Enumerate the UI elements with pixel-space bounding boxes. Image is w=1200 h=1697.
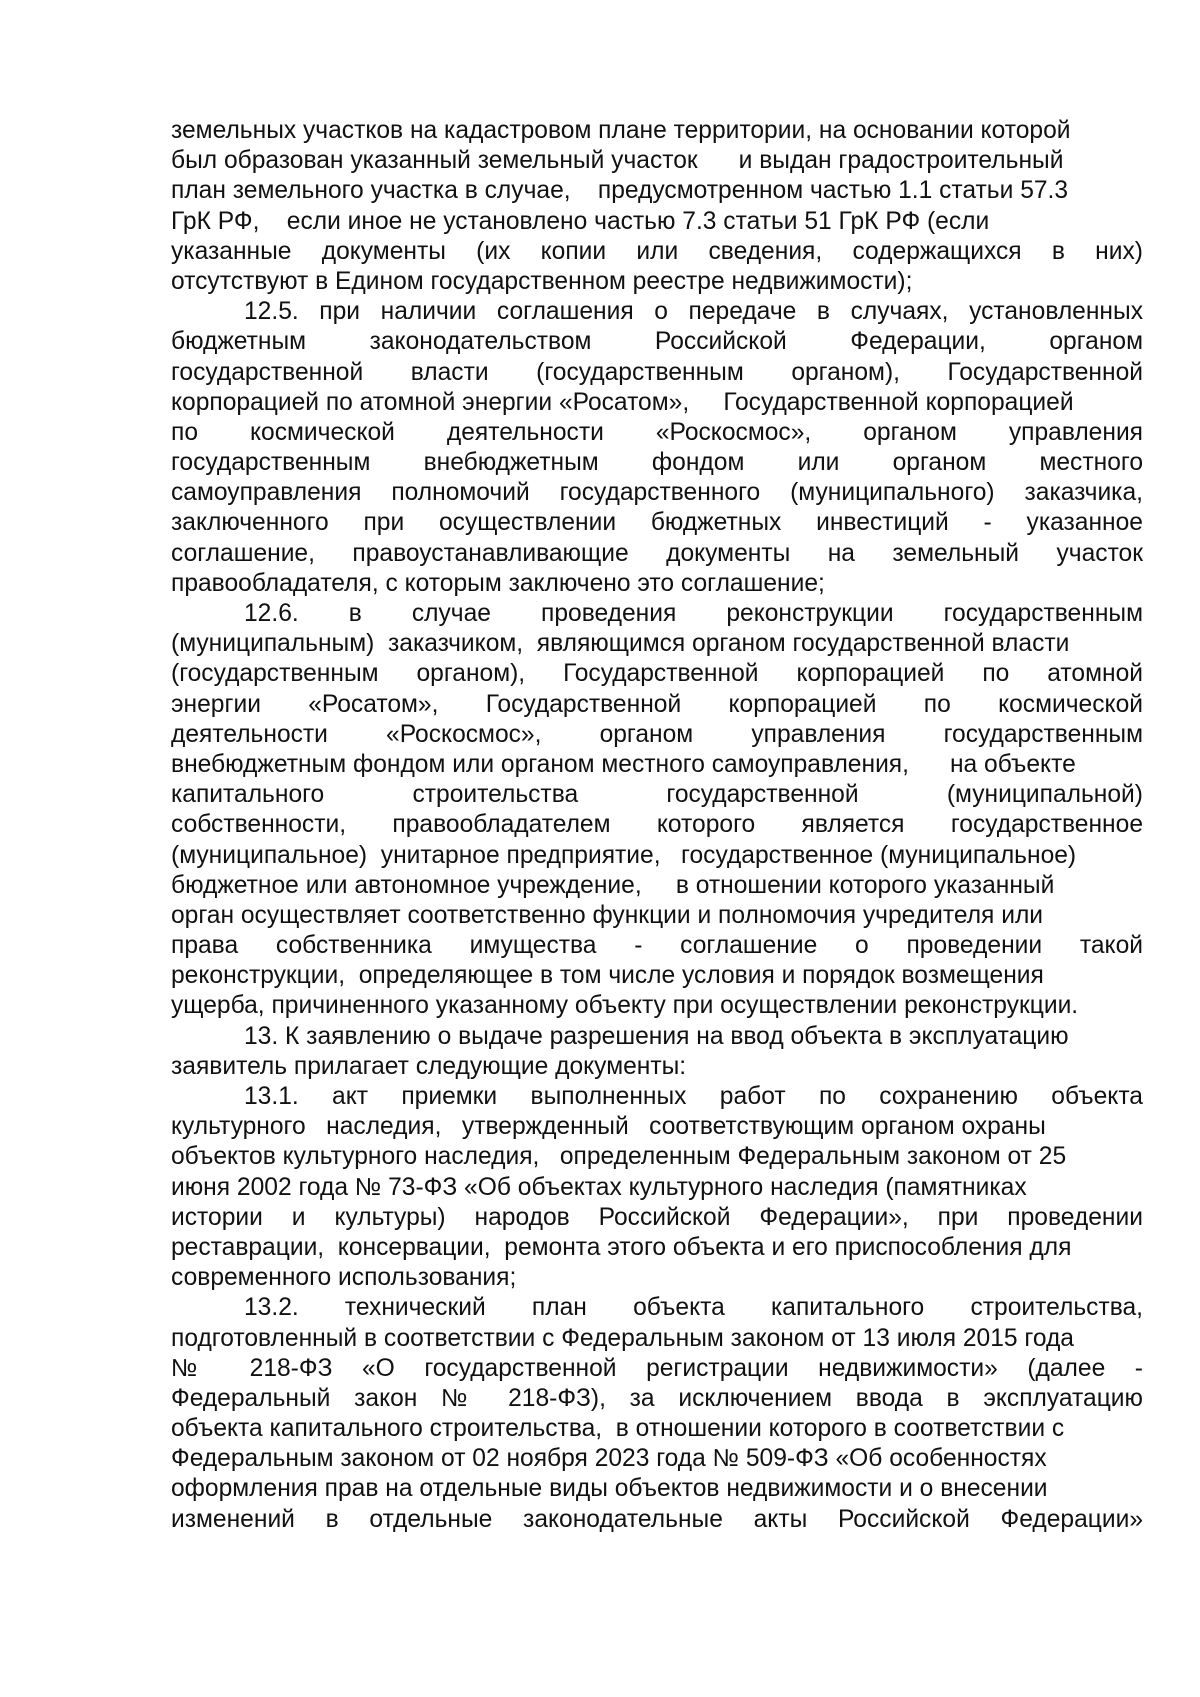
- text-line: оформления прав на отдельные виды объектов недвижимости и о внесении: [171, 1475, 1048, 1503]
- text-line: реставрации, консервации, ремонта этого объекта и его приспособления для: [171, 1233, 1072, 1261]
- text-line: бюджетным законодательством Российской Федерации, органом: [171, 328, 1143, 356]
- text-line: Федеральный закон № 218-ФЗ), за исключением ввода в эксплуатацию: [171, 1384, 1143, 1412]
- text-line: правообладателя, с которым заключено это соглашение;: [171, 569, 825, 597]
- text-line: план земельного участка в случае, предусмотренном частью 1.1 статьи 57.3: [171, 177, 1069, 205]
- text-line: был образован указанный земельный участок и выдан градостроительный: [171, 147, 1064, 175]
- text-line: заявитель прилагает следующие документы:: [171, 1052, 687, 1080]
- text-line: внебюджетным фондом или органом местного самоуправления, на объекте: [171, 750, 1076, 778]
- document-body: [171, 116, 1143, 1535]
- text-line: орган осуществляет соответственно функции и полномочия учредителя или: [171, 901, 1044, 929]
- text-line: капитального строительства государственной (муниципальной): [171, 781, 1143, 809]
- text-line: объекта капитального строительства, в отношении которого в соответствии с: [171, 1415, 1065, 1443]
- text-line: реконструкции, определяющее в том числе условия и порядок возмещения: [171, 962, 1044, 990]
- text-line: отсутствуют в Едином государственном реестре недвижимости);: [171, 267, 913, 295]
- text-line: (муниципальным) заказчиком, являющимся органом государственной власти: [171, 630, 1070, 658]
- text-line: культурного наследия, утвержденный соответствующим органом охраны: [171, 1113, 1046, 1141]
- text-line: ущерба, причиненного указанному объекту при осуществлении реконструкции.: [171, 992, 1079, 1020]
- text-line: земельных участков на кадастровом плане территории, на основании которой: [171, 117, 1071, 144]
- text-line: объектов культурного наследия, определенным Федеральным законом от 25: [171, 1143, 1067, 1171]
- text-line: государственной власти (государственным органом), Государственной: [171, 358, 1143, 386]
- text-line: подготовленный в соответствии с Федеральным законом от 13 июля 2015 года: [171, 1324, 1074, 1352]
- text-line: корпорацией по атомной энергии «Росатом», Государственной корпорацией: [171, 388, 1074, 416]
- text-line: деятельности «Роскосмос», органом управления государственным: [171, 720, 1143, 748]
- text-line: бюджетное или автономное учреждение, в отношении которого указанный: [171, 871, 1055, 899]
- text-line: истории и культуры) народов Российской Федерации», при проведении: [171, 1203, 1143, 1231]
- text-line: по космической деятельности «Роскосмос», органом управления: [171, 418, 1143, 446]
- text-line: июня 2002 года № 73-ФЗ «Об объектах культурного наследия (памятниках: [171, 1173, 1027, 1201]
- text-line: 13. К заявлению о выдаче разрешения на ввод объекта в эксплуатацию: [244, 1022, 1069, 1050]
- text-line: государственным внебюджетным фондом или органом местного: [171, 449, 1143, 477]
- text-line: указанные документы (их копии или сведения, содержащихся в них): [171, 237, 1143, 265]
- text-line: 12.6. в случае проведения реконструкции государственным: [244, 600, 1143, 627]
- text-line: 13.1. акт приемки выполненных работ по сохранению объекта: [244, 1083, 1143, 1110]
- text-line: Федеральным законом от 02 ноября 2023 года № 509-ФЗ «Об особенностях: [171, 1445, 1047, 1473]
- text-line: изменений в отдельные законодательные акты Российской Федерации»: [171, 1505, 1143, 1533]
- text-line: (муниципальное) унитарное предприятие, государственное (муниципальное): [171, 841, 1077, 869]
- text-line: собственности, правообладателем которого является государственное: [171, 811, 1143, 839]
- text-line: ГрК РФ, если иное не установлено частью 7.3 статьи 51 ГрК РФ (если: [171, 207, 990, 235]
- text-line: самоуправления полномочий государственного (муниципального) заказчика,: [171, 479, 1143, 507]
- text-line: 13.2. технический план объекта капитального строительства,: [244, 1294, 1143, 1322]
- text-line: современного использования;: [171, 1264, 517, 1292]
- text-line: энергии «Росатом», Государственной корпорацией по космической: [171, 690, 1143, 718]
- text-line: заключенного при осуществлении бюджетных инвестиций - указанное: [171, 509, 1143, 537]
- text-line: 12.5. при наличии соглашения о передаче в случаях, установленных: [244, 298, 1143, 326]
- text-line: права собственника имущества - соглашение о проведении такой: [171, 932, 1143, 960]
- text-line: № 218-ФЗ «О государственной регистрации недвижимости» (далее -: [171, 1354, 1143, 1382]
- text-line: (государственным органом), Государственной корпорацией по атомной: [171, 660, 1143, 688]
- text-line: соглашение, правоустанавливающие документы на земельный участок: [171, 539, 1143, 567]
